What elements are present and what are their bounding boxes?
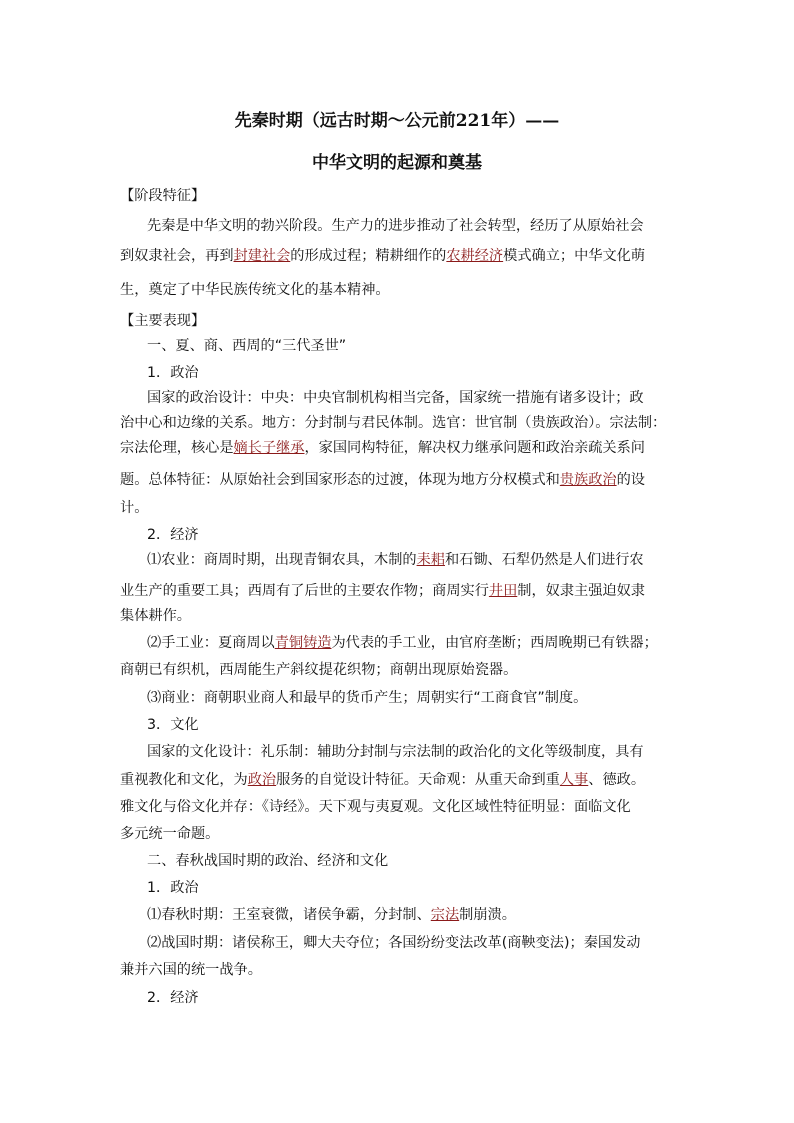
keyword-link[interactable]: 人事: [559, 772, 589, 788]
keyword-link[interactable]: 宗法: [430, 907, 460, 923]
culture-line: 重视教化和文化，为政治服务的自觉设计特征。天命观：从重天命到重人事、德政。: [120, 772, 646, 788]
subsection-label: 3．文化: [147, 717, 199, 733]
section-heading: 一、夏、商、西周的“三代圣世”: [147, 338, 347, 354]
culture-line: 多元统一命题。: [120, 826, 220, 842]
stage-paragraph-line: 生，奠定了中华民族传统文化的基本精神。: [120, 282, 390, 298]
handicraft-line: ⑵手工业：夏商周以青铜铸造为代表的手工业，由官府垄断；西周晚期已有铁器；: [147, 635, 658, 651]
politics-line: 计。: [120, 500, 149, 516]
keyword-link[interactable]: 井田: [488, 583, 518, 599]
subsection-label: 2．经济: [147, 527, 199, 543]
warring-states-line: ⑵战国时期：诸侯称王，卿大夫夺位；各国纷纷变法改革(商鞅变法)；秦国发动: [147, 935, 641, 951]
politics-line: 治中心和边缘的关系。地方：分封制与君民体制。选官：世官制（贵族政治）。宗法制：: [120, 415, 667, 431]
agriculture-line: 集体耕作。: [120, 608, 191, 624]
agriculture-line: ⑴农业：商周时期，出现青铜农具，木制的耒耜和石锄、石犁仍然是人们进行农: [147, 552, 644, 568]
page-title-line2: 中华文明的起源和奠基: [312, 153, 482, 173]
keyword-link[interactable]: 农耕经济: [446, 248, 504, 264]
commerce-line: ⑶商业：商朝职业商人和最早的货币产生；周朝实行“工商食官”制度。: [147, 690, 588, 706]
handicraft-line: 商朝已有织机，西周能生产斜纹提花织物；商朝出现原始瓷器。: [120, 662, 518, 678]
agriculture-line: 业生产的重要工具；西周有了后世的主要农作物；商周实行井田制，奴隶主强迫奴隶: [120, 583, 645, 599]
culture-line: 国家的文化设计：礼乐制：辅助分封制与宗法制的政治化的文化等级制度，具有: [147, 744, 644, 760]
subsection-label: 1．政治: [147, 880, 199, 896]
politics-line: 国家的政治设计：中央：中央官制机构相当完备，国家统一措施有诸多设计；政: [147, 390, 644, 406]
politics-line: 宗法伦理，核心是嫡长子继承，家国同构特征，解决权力继承问题和政治亲疏关系问: [120, 440, 645, 456]
warring-states-line: 兼并六国的统一战争。: [120, 962, 262, 978]
spring-autumn-line: ⑴春秋时期：王室衰微，诸侯争霸，分封制、宗法制崩溃。: [147, 907, 516, 923]
page-title-line1: 先秦时期（远古时期～公元前221年）——: [234, 111, 560, 131]
main-heading: 【主要表现】: [120, 313, 206, 329]
keyword-link[interactable]: 嫡长子继承: [233, 440, 305, 456]
stage-heading: 【阶段特征】: [120, 188, 206, 204]
stage-paragraph-line: 先秦是中华文明的勃兴阶段。生产力的进步推动了社会转型，经历了从原始社会: [147, 218, 644, 234]
keyword-link[interactable]: 青铜铸造: [274, 635, 332, 651]
politics-line: 题。总体特征：从原始社会到国家形态的过渡，体现为地方分权模式和贵族政治的设: [120, 472, 645, 488]
stage-paragraph-line: 到奴隶社会，再到封建社会的形成过程；精耕细作的农耕经济模式确立；中华文化萌: [120, 248, 646, 264]
keyword-link[interactable]: 封建社会: [233, 248, 291, 264]
keyword-link[interactable]: 贵族政治: [559, 472, 617, 488]
culture-line: 雅文化与俗文化并存：《诗经》。天下观与夷夏观。文化区域性特征明显：面临文化: [120, 799, 631, 815]
subsection-label: 1．政治: [147, 365, 199, 381]
keyword-link[interactable]: 耒耜: [416, 552, 445, 568]
subsection-label: 2．经济: [147, 990, 199, 1006]
section-heading: 二、春秋战国时期的政治、经济和文化: [147, 853, 389, 869]
keyword-link[interactable]: 政治: [247, 772, 277, 788]
